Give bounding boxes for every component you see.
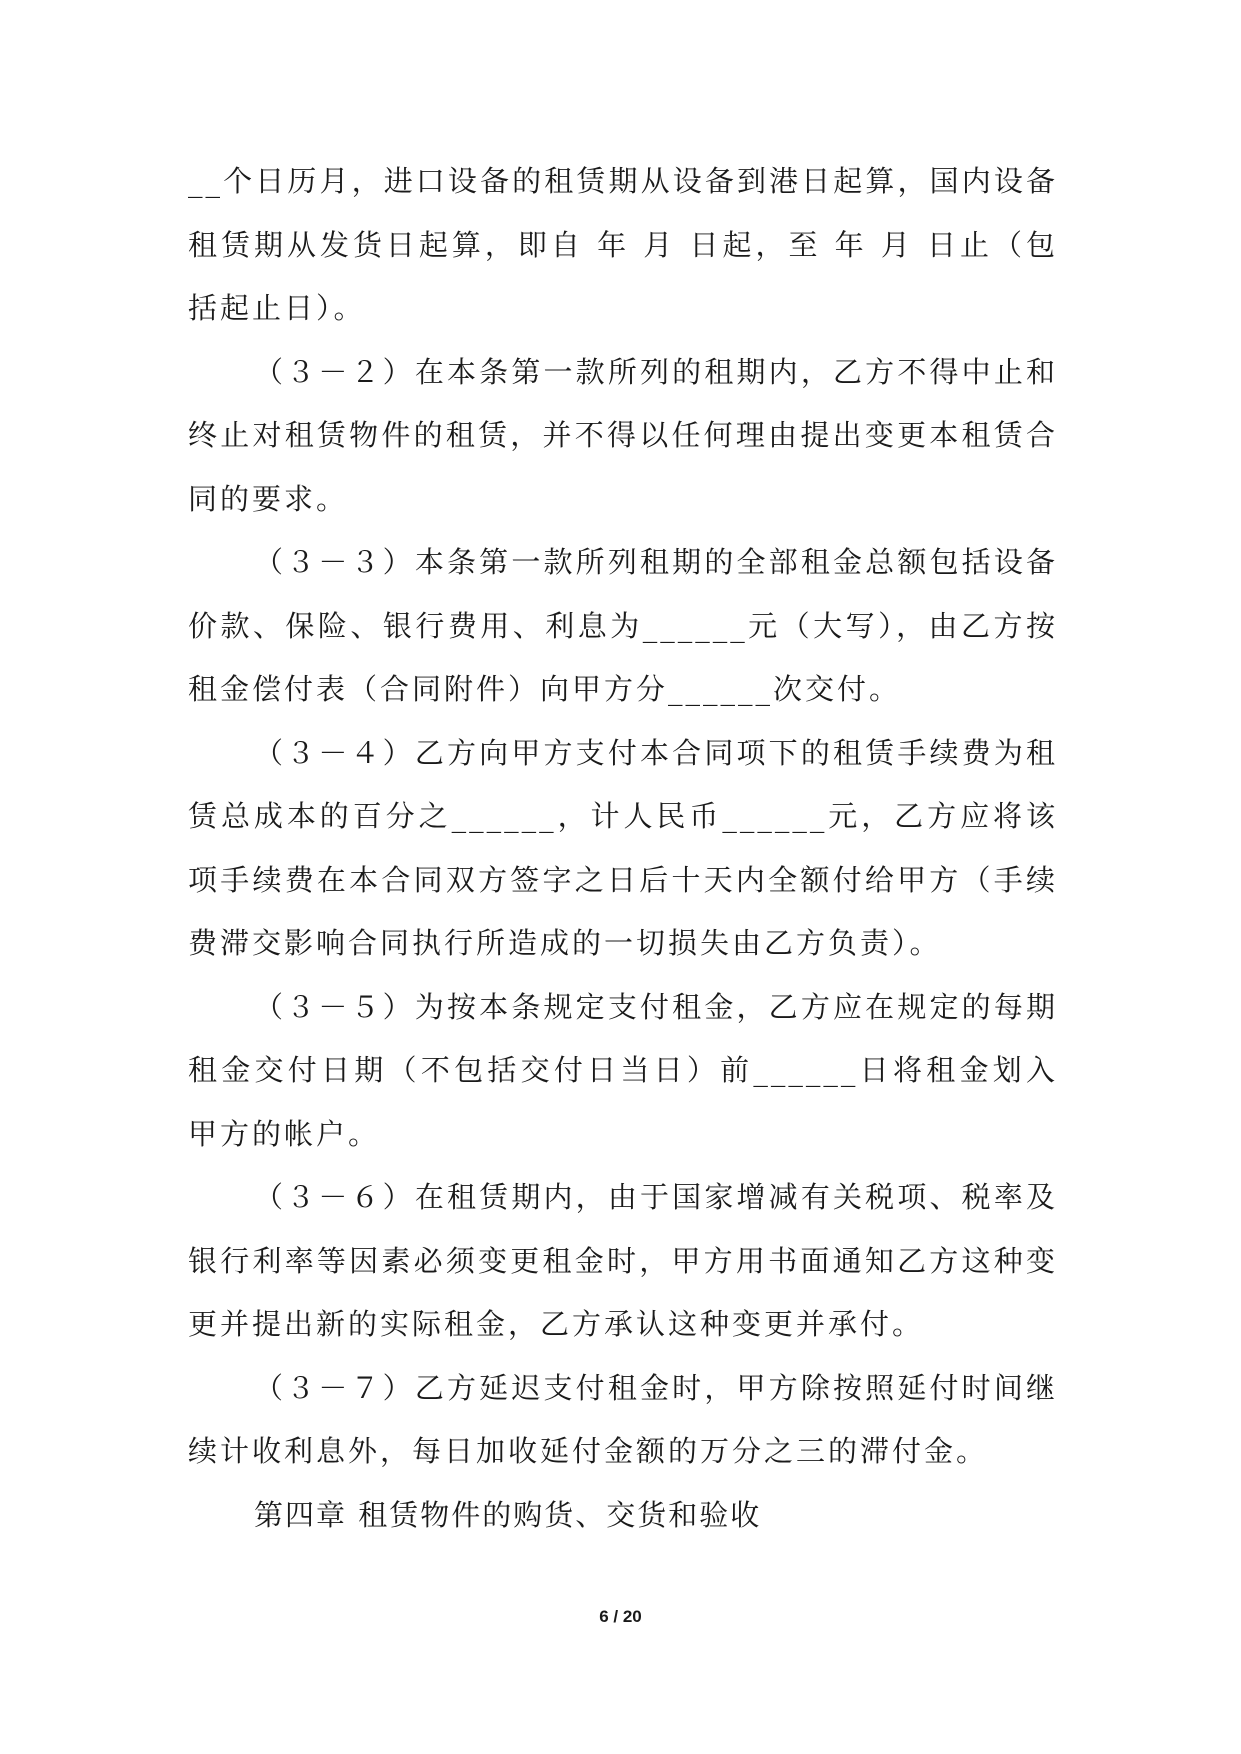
paragraph-lease-term: __个日历月，进口设备的租赁期从设备到港日起算，国内设备租赁期从发货日起算，即自 年 月 日起，至 年 月 日止（包括起止日）。 [188,164,1058,325]
page-number: 6 / 20 [599,1607,642,1626]
paragraph-3-5: （３－５）为按本条规定支付租金，乙方应在规定的每期租金交付日期（不包括交付日当日）前______日将租金划入甲方的帐户。 [188,989,1058,1151]
paragraph-3-3: （３－３）本条第一款所列租期的全部租金总额包括设备价款、保险、银行费用、利息为______元（大写），由乙方按租金偿付表（合同附件）向甲方分______次交付。 [188,545,1058,706]
paragraph-3-4: （３－４）乙方向甲方支付本合同项下的租赁手续费为租赁总成本的百分之______，计人民币______元，乙方应将该项手续费在本合同双方签字之日后十天内全额付给甲方（手续费滞交影响合同执行所造成的一切损失由乙方负责）。 [188,735,1058,960]
paragraph-3-6: （３－６）在租赁期内，由于国家增减有关税项、税率及银行利率等因素必须变更租金时，甲方用书面通知乙方这种变更并提出新的实际租金，乙方承认这种变更并承付。 [188,1180,1058,1341]
chapter-heading: 第四章 租赁物件的购货、交货和验收 [254,1497,762,1532]
paragraph-3-2: （３－２）在本条第一款所列的租期内，乙方不得中止和终止对租赁物件的租赁，并不得以任何理由提出变更本租赁合同的要求。 [188,354,1058,516]
document-body [188,150,1058,1547]
paragraph-3-7: （３－７）乙方延迟支付租金时，甲方除按照延付时间继续计收利息外，每日加收延付金额的万分之三的滞付金。 [188,1370,1058,1468]
